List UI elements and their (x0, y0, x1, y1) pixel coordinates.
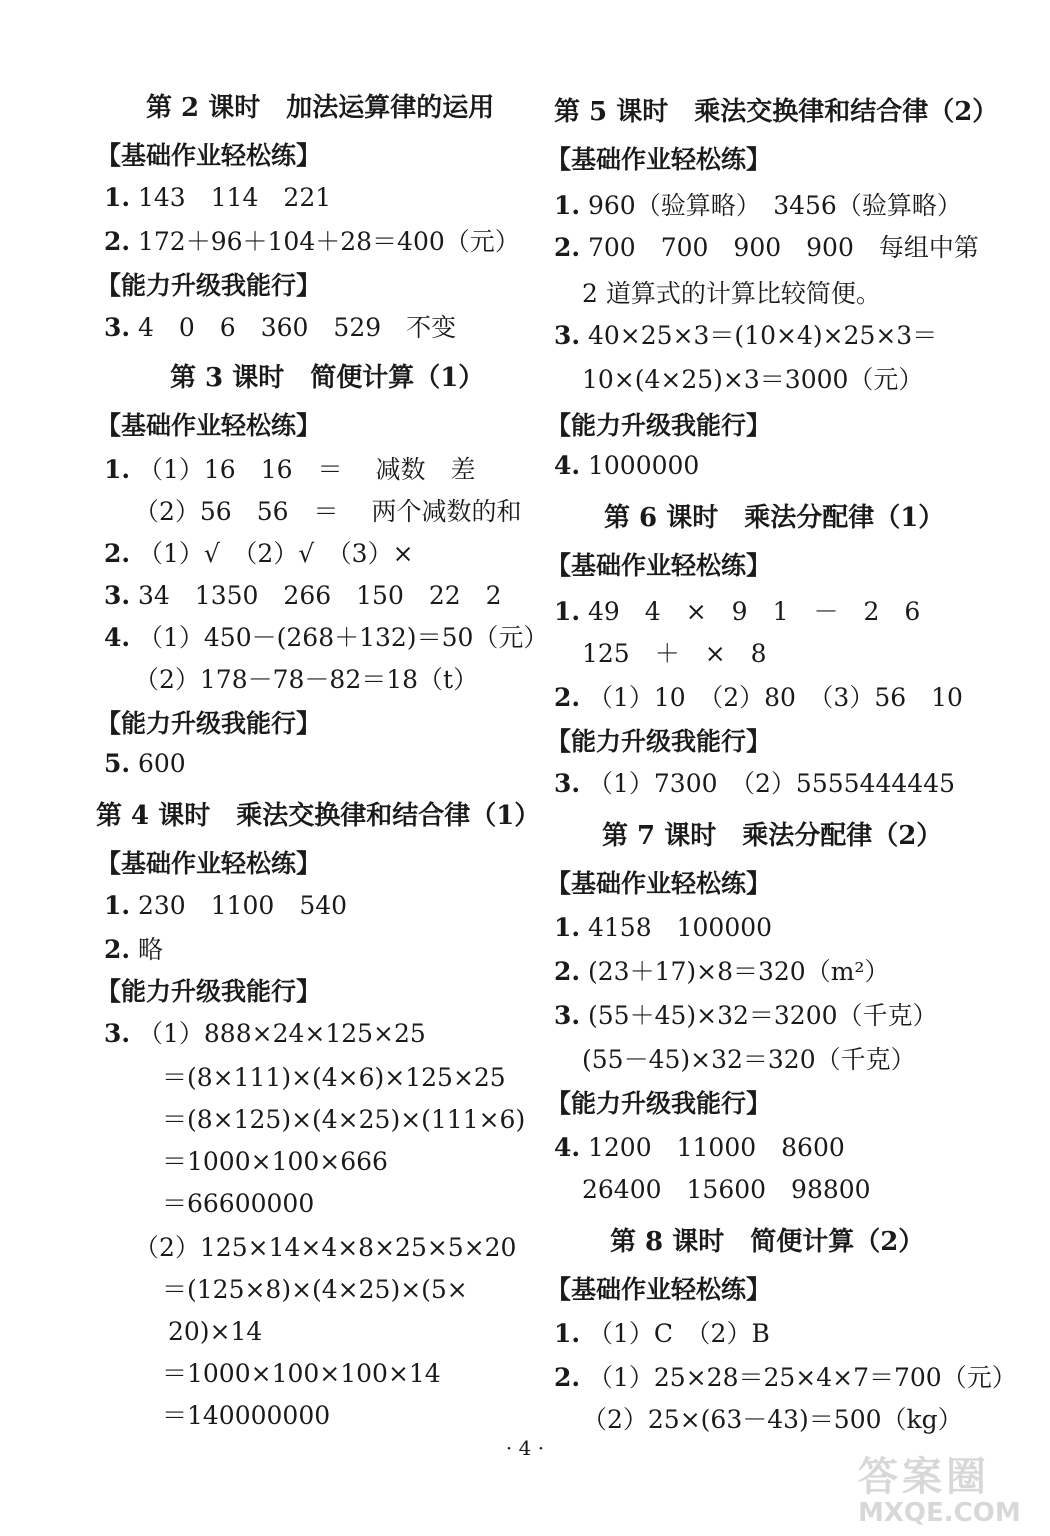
answer-continuation (162, 1104, 525, 1136)
answer-continuation (582, 1404, 963, 1436)
answer-item (554, 320, 937, 352)
answer-text: ＝1000×100×666 (162, 1147, 388, 1176)
answer-text: （2）25×(63－43)＝500（kg） (582, 1405, 963, 1434)
section-title: 【基础作业轻松练】 (96, 411, 322, 440)
answer-text: 230 1100 540 (138, 891, 348, 920)
answer-text: (55＋45)×32＝3200（千克） (588, 1001, 938, 1030)
question-number: 5. (104, 749, 131, 778)
answer-text: （1）√ （2）√ （3）× (138, 539, 414, 568)
section-title: 【能力升级我能行】 (546, 411, 772, 440)
answer-text: 1000000 (588, 451, 700, 480)
answer-continuation (582, 638, 767, 670)
answer-text: 34 1350 266 150 22 2 (138, 581, 502, 610)
answer-text: 49 4 × 9 1 － 2 6 (588, 597, 921, 626)
answer-text: 125 ＋ × 8 (582, 639, 767, 668)
page-number: · 4 · (505, 1436, 545, 1460)
answer-continuation (162, 1274, 468, 1306)
answer-text: 600 (138, 749, 186, 778)
question-number: 3. (554, 321, 581, 350)
question-number: 3. (104, 581, 131, 610)
section-title: 【基础作业轻松练】 (546, 869, 772, 898)
lesson-heading: 第 2 课时 加法运算律的运用 (146, 93, 495, 123)
lesson-heading: 第 4 课时 乘法交换律和结合律（1） (96, 801, 541, 831)
answer-item (104, 454, 475, 486)
answer-text: 10×(4×25)×3＝3000（元） (582, 365, 924, 394)
answer-text: 172＋96＋104＋28＝400（元） (138, 227, 520, 256)
answer-text: 4158 100000 (588, 913, 773, 942)
question-number: 2. (554, 233, 581, 262)
question-number: 3. (104, 313, 131, 342)
section-title: 【基础作业轻松练】 (546, 551, 772, 580)
section-title: 【基础作业轻松练】 (546, 1275, 772, 1304)
answer-continuation (582, 364, 923, 396)
question-number: 1. (104, 891, 131, 920)
answer-item (104, 538, 414, 570)
answer-text: 1200 11000 8600 (588, 1133, 845, 1162)
question-number: 2. (104, 539, 131, 568)
question-number: 4. (554, 451, 581, 480)
answer-item (104, 580, 502, 612)
answer-text: (23＋17)×8＝320（m²） (588, 957, 890, 986)
answer-text: ＝140000000 (162, 1401, 331, 1430)
answer-item (554, 596, 920, 628)
answer-text: （2）178－78－82＝18（t） (134, 665, 479, 694)
answer-text: 26400 15600 98800 (582, 1175, 871, 1204)
answer-item (104, 1018, 426, 1050)
answer-text: 20)×14 (168, 1317, 263, 1346)
answer-continuation (162, 1146, 388, 1178)
question-number: 2. (554, 957, 581, 986)
answer-text: 143 114 221 (138, 183, 332, 212)
watermark-text: 答案圈 (858, 1454, 990, 1500)
answer-item (554, 956, 889, 988)
answer-item (104, 890, 347, 922)
question-number: 2. (104, 227, 131, 256)
question-number: 1. (554, 1319, 581, 1348)
watermark-logo (858, 1455, 1038, 1531)
answer-continuation (582, 278, 881, 310)
answer-item (554, 682, 963, 714)
section-title: 【能力升级我能行】 (546, 727, 772, 756)
section-title: 【能力升级我能行】 (96, 709, 322, 738)
answer-item (104, 748, 186, 780)
answer-text: 960（验算略） 3456（验算略） (588, 191, 962, 220)
lesson-heading: 第 6 课时 乘法分配律（1） (604, 503, 945, 533)
answer-item (554, 1318, 770, 1350)
section-title: 【基础作业轻松练】 (546, 145, 772, 174)
answer-item (554, 1000, 938, 1032)
answer-item (104, 182, 331, 214)
answer-item (554, 912, 772, 944)
answer-item (104, 312, 456, 344)
answer-item (554, 450, 699, 482)
answer-text: ＝(8×125)×(4×25)×(111×6) (162, 1105, 526, 1134)
answer-continuation (582, 1174, 871, 1206)
answer-text: 2 道算式的计算比较简便。 (582, 279, 881, 308)
answer-text: 40×25×3＝(10×4)×25×3＝ (588, 321, 938, 350)
question-number: 2. (554, 1363, 581, 1392)
answer-text: （2）56 56 ＝ 两个减数的和 (134, 497, 522, 526)
answer-continuation (162, 1188, 314, 1220)
answer-text: 700 700 900 900 每组中第 (588, 233, 979, 262)
answer-text: （1）450－(268＋132)＝50（元） (138, 623, 549, 652)
answer-text: ＝(125×8)×(4×25)×(5× (162, 1275, 468, 1304)
watermark-url: MXQE.COM (858, 1498, 1021, 1528)
answer-text: （1）10 （2）80 （3）56 10 (588, 683, 963, 712)
question-number: 1. (554, 913, 581, 942)
answer-continuation (168, 1316, 262, 1348)
question-number: 1. (554, 597, 581, 626)
question-number: 2. (104, 935, 131, 964)
answer-item (554, 1362, 1017, 1394)
answer-text: ＝(8×111)×(4×6)×125×25 (162, 1063, 506, 1092)
question-number: 1. (104, 455, 131, 484)
answer-text: （1）25×28＝25×4×7＝700（元） (588, 1363, 1017, 1392)
answer-item (104, 934, 163, 966)
question-number: 1. (104, 183, 131, 212)
answer-continuation (134, 496, 521, 528)
section-title: 【能力升级我能行】 (96, 977, 322, 1006)
answer-continuation (582, 1044, 916, 1076)
answer-text: ＝66600000 (162, 1189, 315, 1218)
answer-item (104, 226, 520, 258)
lesson-heading: 第 8 课时 简便计算（2） (610, 1227, 925, 1257)
question-number: 1. (554, 191, 581, 220)
answer-continuation (162, 1400, 330, 1432)
answer-text: 略 (138, 935, 164, 964)
question-number: 2. (554, 683, 581, 712)
lesson-heading: 第 3 课时 简便计算（1） (170, 363, 485, 393)
answer-continuation (162, 1062, 506, 1094)
section-title: 【基础作业轻松练】 (96, 141, 322, 170)
answer-item (554, 1132, 845, 1164)
lesson-heading: 第 7 课时 乘法分配律（2） (602, 821, 943, 851)
answer-item (554, 768, 955, 800)
answer-text: (55－45)×32＝320（千克） (582, 1045, 916, 1074)
answer-text: （1）888×24×125×25 (138, 1019, 426, 1048)
section-title: 【能力升级我能行】 (96, 271, 322, 300)
answer-text: （1）7300 （2）5555444445 (588, 769, 955, 798)
answer-item (104, 622, 548, 654)
question-number: 4. (554, 1133, 581, 1162)
lesson-heading: 第 5 课时 乘法交换律和结合律（2） (554, 97, 999, 127)
section-title: 【能力升级我能行】 (546, 1089, 772, 1118)
answer-text: （2）125×14×4×8×25×5×20 (134, 1233, 517, 1262)
section-title: 【基础作业轻松练】 (96, 849, 322, 878)
answer-text: 4 0 6 360 529 不变 (138, 313, 457, 342)
answer-continuation (134, 1232, 516, 1264)
answer-continuation (134, 664, 478, 696)
question-number: 4. (104, 623, 131, 652)
question-number: 3. (554, 1001, 581, 1030)
answer-text: （1）16 16 ＝ 减数 差 (138, 455, 476, 484)
question-number: 3. (104, 1019, 131, 1048)
answer-text: （1）C （2）B (588, 1319, 770, 1348)
answer-item (554, 232, 979, 264)
answer-text: ＝1000×100×100×14 (162, 1359, 441, 1388)
answer-continuation (162, 1358, 441, 1390)
answer-item (554, 190, 962, 222)
question-number: 3. (554, 769, 581, 798)
